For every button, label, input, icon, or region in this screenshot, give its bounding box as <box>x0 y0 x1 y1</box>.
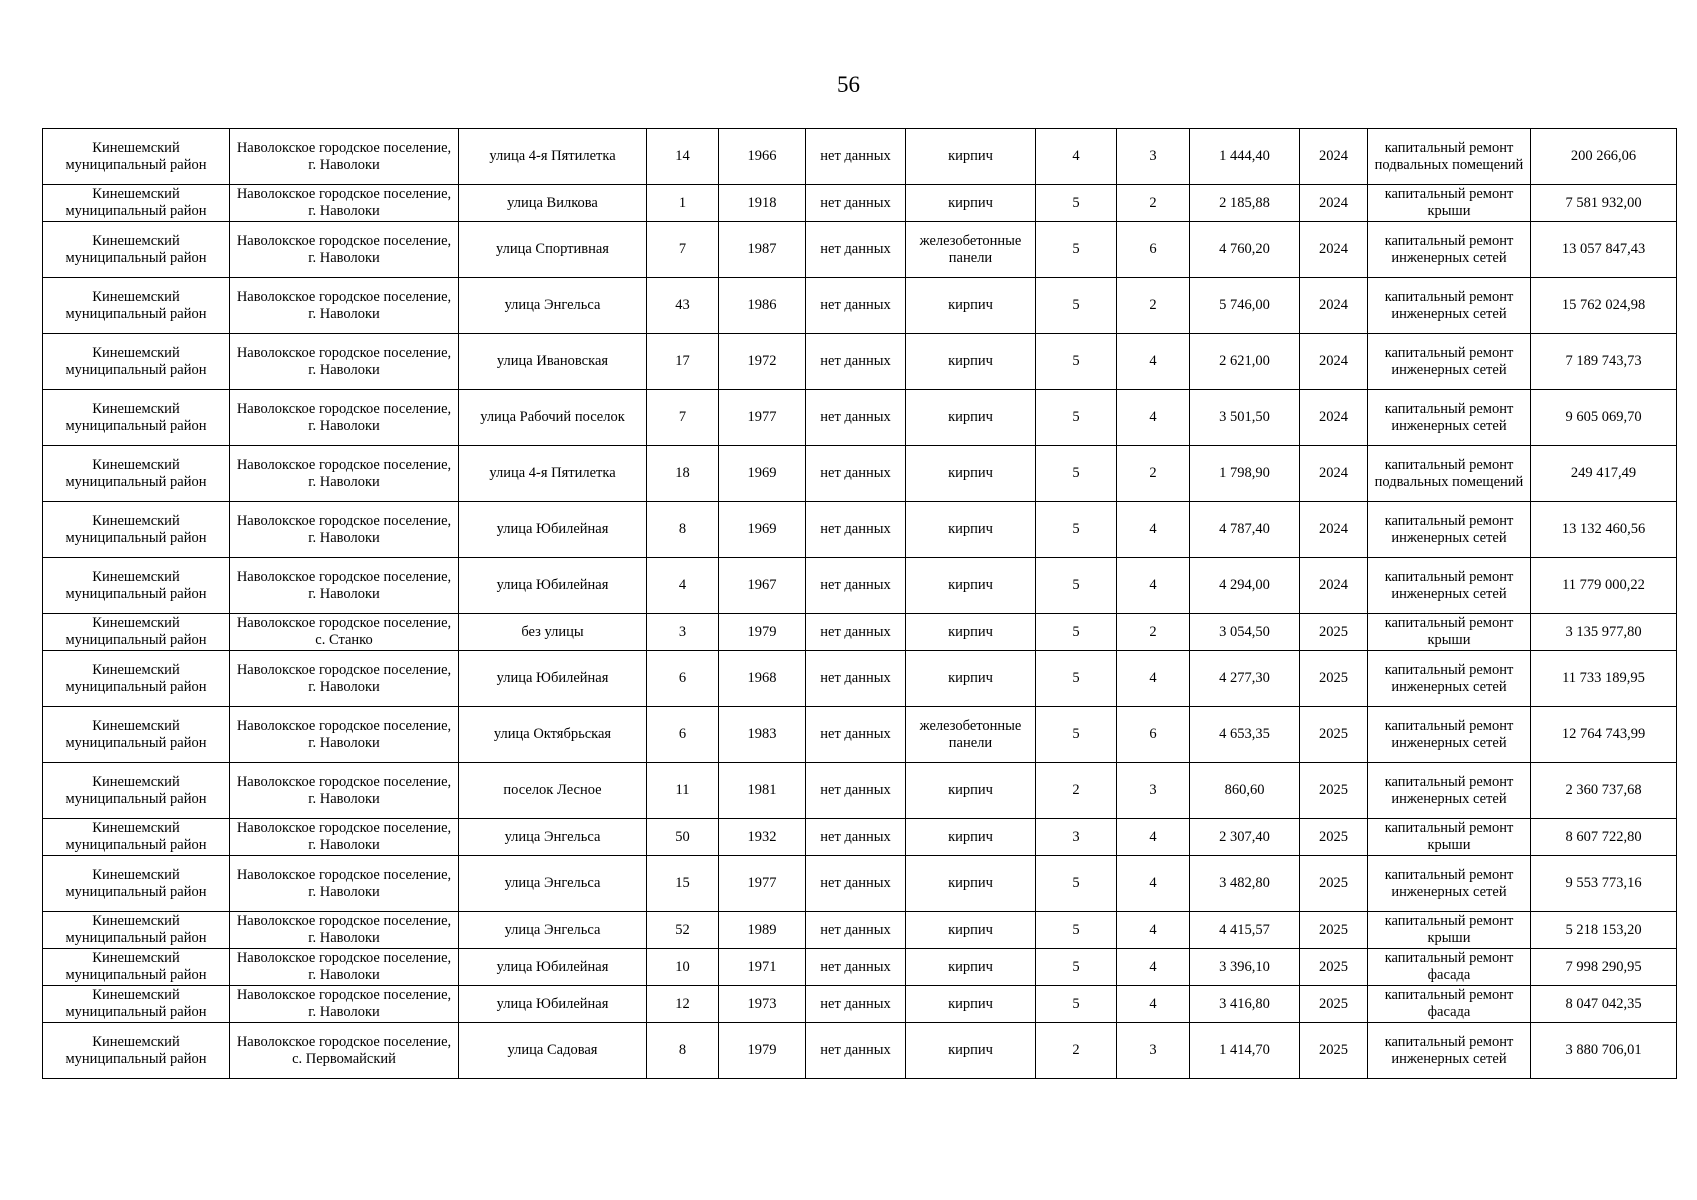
cost-cell: 249 417,49 <box>1531 446 1677 502</box>
entrances-cell: 4 <box>1117 502 1190 558</box>
cost-cell: 7 189 743,73 <box>1531 334 1677 390</box>
district-cell: Кинешемский муниципальный район <box>43 185 230 222</box>
table-row <box>43 502 1677 558</box>
street-cell: улица Юбилейная <box>459 558 647 614</box>
year-overhaul-cell: нет данных <box>806 390 906 446</box>
area-cell: 1 444,40 <box>1190 129 1300 185</box>
plan-year-cell: 2024 <box>1300 558 1368 614</box>
street-cell: улица Садовая <box>459 1023 647 1079</box>
house-number-cell: 6 <box>647 707 719 763</box>
year-overhaul-cell: нет данных <box>806 651 906 707</box>
area-cell: 1 414,70 <box>1190 1023 1300 1079</box>
house-number-cell: 4 <box>647 558 719 614</box>
district-cell: Кинешемский муниципальный район <box>43 1023 230 1079</box>
district-cell: Кинешемский муниципальный район <box>43 949 230 986</box>
plan-year-cell: 2025 <box>1300 819 1368 856</box>
area-cell: 4 277,30 <box>1190 651 1300 707</box>
wall-material-cell: кирпич <box>906 278 1036 334</box>
year-built-cell: 1968 <box>719 651 806 707</box>
entrances-cell: 2 <box>1117 614 1190 651</box>
street-cell: улица 4-я Пятилетка <box>459 446 647 502</box>
work-type-cell: капитальный ремонт инженерных сетей <box>1368 502 1531 558</box>
floors-cell: 5 <box>1036 558 1117 614</box>
year-built-cell: 1981 <box>719 763 806 819</box>
plan-year-cell: 2024 <box>1300 185 1368 222</box>
settlement-cell: Наволокское городское поселение, г. Наволоки <box>230 949 459 986</box>
year-overhaul-cell: нет данных <box>806 129 906 185</box>
house-number-cell: 6 <box>647 651 719 707</box>
year-overhaul-cell: нет данных <box>806 446 906 502</box>
street-cell: без улицы <box>459 614 647 651</box>
year-built-cell: 1918 <box>719 185 806 222</box>
table-row <box>43 986 1677 1023</box>
cost-cell: 7 581 932,00 <box>1531 185 1677 222</box>
year-overhaul-cell: нет данных <box>806 986 906 1023</box>
wall-material-cell: кирпич <box>906 334 1036 390</box>
floors-cell: 5 <box>1036 185 1117 222</box>
table-row <box>43 129 1677 185</box>
district-cell: Кинешемский муниципальный район <box>43 651 230 707</box>
house-number-cell: 12 <box>647 986 719 1023</box>
cost-cell: 13 132 460,56 <box>1531 502 1677 558</box>
plan-year-cell: 2024 <box>1300 334 1368 390</box>
year-overhaul-cell: нет данных <box>806 1023 906 1079</box>
plan-year-cell: 2025 <box>1300 651 1368 707</box>
entrances-cell: 6 <box>1117 707 1190 763</box>
cost-cell: 13 057 847,43 <box>1531 222 1677 278</box>
work-type-cell: капитальный ремонт фасада <box>1368 949 1531 986</box>
table-row <box>43 558 1677 614</box>
plan-year-cell: 2024 <box>1300 129 1368 185</box>
floors-cell: 5 <box>1036 651 1117 707</box>
wall-material-cell: кирпич <box>906 986 1036 1023</box>
year-overhaul-cell: нет данных <box>806 856 906 912</box>
cost-cell: 200 266,06 <box>1531 129 1677 185</box>
house-number-cell: 3 <box>647 614 719 651</box>
plan-year-cell: 2025 <box>1300 986 1368 1023</box>
wall-material-cell: кирпич <box>906 502 1036 558</box>
work-type-cell: капитальный ремонт инженерных сетей <box>1368 390 1531 446</box>
year-built-cell: 1983 <box>719 707 806 763</box>
settlement-cell: Наволокское городское поселение, г. Наволоки <box>230 856 459 912</box>
year-built-cell: 1989 <box>719 912 806 949</box>
street-cell: улица Ивановская <box>459 334 647 390</box>
entrances-cell: 4 <box>1117 819 1190 856</box>
street-cell: улица Спортивная <box>459 222 647 278</box>
street-cell: улица Октябрьская <box>459 707 647 763</box>
settlement-cell: Наволокское городское поселение, г. Наволоки <box>230 390 459 446</box>
year-built-cell: 1979 <box>719 614 806 651</box>
settlement-cell: Наволокское городское поселение, г. Наволоки <box>230 763 459 819</box>
area-cell: 1 798,90 <box>1190 446 1300 502</box>
area-cell: 4 415,57 <box>1190 912 1300 949</box>
house-number-cell: 11 <box>647 763 719 819</box>
year-overhaul-cell: нет данных <box>806 185 906 222</box>
house-number-cell: 14 <box>647 129 719 185</box>
work-type-cell: капитальный ремонт инженерных сетей <box>1368 278 1531 334</box>
entrances-cell: 4 <box>1117 558 1190 614</box>
cost-cell: 3 880 706,01 <box>1531 1023 1677 1079</box>
table-row <box>43 763 1677 819</box>
year-overhaul-cell: нет данных <box>806 949 906 986</box>
plan-year-cell: 2025 <box>1300 912 1368 949</box>
cost-cell: 5 218 153,20 <box>1531 912 1677 949</box>
plan-year-cell: 2024 <box>1300 446 1368 502</box>
floors-cell: 3 <box>1036 819 1117 856</box>
table-row <box>43 819 1677 856</box>
house-number-cell: 8 <box>647 1023 719 1079</box>
district-cell: Кинешемский муниципальный район <box>43 856 230 912</box>
area-cell: 4 787,40 <box>1190 502 1300 558</box>
wall-material-cell: кирпич <box>906 856 1036 912</box>
street-cell: улица 4-я Пятилетка <box>459 129 647 185</box>
house-number-cell: 18 <box>647 446 719 502</box>
house-number-cell: 8 <box>647 502 719 558</box>
year-built-cell: 1977 <box>719 390 806 446</box>
floors-cell: 5 <box>1036 856 1117 912</box>
work-type-cell: капитальный ремонт подвальных помещений <box>1368 129 1531 185</box>
table-row <box>43 614 1677 651</box>
wall-material-cell: кирпич <box>906 949 1036 986</box>
settlement-cell: Наволокское городское поселение, г. Наволоки <box>230 278 459 334</box>
area-cell: 3 416,80 <box>1190 986 1300 1023</box>
year-built-cell: 1969 <box>719 502 806 558</box>
floors-cell: 5 <box>1036 502 1117 558</box>
floors-cell: 2 <box>1036 763 1117 819</box>
street-cell: улица Энгельса <box>459 819 647 856</box>
wall-material-cell: кирпич <box>906 558 1036 614</box>
area-cell: 5 746,00 <box>1190 278 1300 334</box>
area-cell: 3 482,80 <box>1190 856 1300 912</box>
floors-cell: 5 <box>1036 390 1117 446</box>
settlement-cell: Наволокское городское поселение, г. Наволоки <box>230 185 459 222</box>
floors-cell: 5 <box>1036 222 1117 278</box>
floors-cell: 5 <box>1036 986 1117 1023</box>
plan-year-cell: 2025 <box>1300 1023 1368 1079</box>
cost-cell: 9 553 773,16 <box>1531 856 1677 912</box>
house-number-cell: 17 <box>647 334 719 390</box>
settlement-cell: Наволокское городское поселение, г. Наволоки <box>230 129 459 185</box>
year-overhaul-cell: нет данных <box>806 763 906 819</box>
street-cell: улица Энгельса <box>459 856 647 912</box>
cost-cell: 12 764 743,99 <box>1531 707 1677 763</box>
district-cell: Кинешемский муниципальный район <box>43 222 230 278</box>
work-type-cell: капитальный ремонт крыши <box>1368 614 1531 651</box>
plan-year-cell: 2025 <box>1300 856 1368 912</box>
entrances-cell: 3 <box>1117 763 1190 819</box>
year-overhaul-cell: нет данных <box>806 278 906 334</box>
plan-year-cell: 2025 <box>1300 763 1368 819</box>
year-built-cell: 1979 <box>719 1023 806 1079</box>
work-type-cell: капитальный ремонт инженерных сетей <box>1368 558 1531 614</box>
work-type-cell: капитальный ремонт инженерных сетей <box>1368 1023 1531 1079</box>
work-type-cell: капитальный ремонт крыши <box>1368 912 1531 949</box>
house-number-cell: 50 <box>647 819 719 856</box>
house-number-cell: 1 <box>647 185 719 222</box>
district-cell: Кинешемский муниципальный район <box>43 558 230 614</box>
district-cell: Кинешемский муниципальный район <box>43 986 230 1023</box>
street-cell: поселок Лесное <box>459 763 647 819</box>
plan-year-cell: 2024 <box>1300 278 1368 334</box>
area-cell: 2 307,40 <box>1190 819 1300 856</box>
floors-cell: 5 <box>1036 334 1117 390</box>
year-overhaul-cell: нет данных <box>806 707 906 763</box>
area-cell: 2 621,00 <box>1190 334 1300 390</box>
house-number-cell: 10 <box>647 949 719 986</box>
work-type-cell: капитальный ремонт крыши <box>1368 819 1531 856</box>
work-type-cell: капитальный ремонт фасада <box>1368 986 1531 1023</box>
table-row <box>43 651 1677 707</box>
cost-cell: 9 605 069,70 <box>1531 390 1677 446</box>
area-cell: 4 760,20 <box>1190 222 1300 278</box>
entrances-cell: 2 <box>1117 278 1190 334</box>
district-cell: Кинешемский муниципальный район <box>43 278 230 334</box>
wall-material-cell: кирпич <box>906 390 1036 446</box>
floors-cell: 4 <box>1036 129 1117 185</box>
district-cell: Кинешемский муниципальный район <box>43 707 230 763</box>
year-overhaul-cell: нет данных <box>806 558 906 614</box>
settlement-cell: Наволокское городское поселение, г. Наволоки <box>230 651 459 707</box>
cost-cell: 8 047 042,35 <box>1531 986 1677 1023</box>
district-cell: Кинешемский муниципальный район <box>43 763 230 819</box>
entrances-cell: 4 <box>1117 334 1190 390</box>
year-built-cell: 1972 <box>719 334 806 390</box>
settlement-cell: Наволокское городское поселение, г. Наволоки <box>230 334 459 390</box>
year-overhaul-cell: нет данных <box>806 614 906 651</box>
district-cell: Кинешемский муниципальный район <box>43 334 230 390</box>
page-number: 56 <box>837 72 860 97</box>
work-type-cell: капитальный ремонт инженерных сетей <box>1368 856 1531 912</box>
wall-material-cell: кирпич <box>906 763 1036 819</box>
year-built-cell: 1971 <box>719 949 806 986</box>
entrances-cell: 3 <box>1117 1023 1190 1079</box>
table-row <box>43 1023 1677 1079</box>
entrances-cell: 3 <box>1117 129 1190 185</box>
entrances-cell: 4 <box>1117 390 1190 446</box>
cost-cell: 3 135 977,80 <box>1531 614 1677 651</box>
street-cell: улица Юбилейная <box>459 986 647 1023</box>
district-cell: Кинешемский муниципальный район <box>43 446 230 502</box>
table-row <box>43 334 1677 390</box>
settlement-cell: Наволокское городское поселение, г. Наволоки <box>230 707 459 763</box>
street-cell: улица Рабочий поселок <box>459 390 647 446</box>
floors-cell: 5 <box>1036 614 1117 651</box>
table-row <box>43 278 1677 334</box>
wall-material-cell: железобетонные панели <box>906 707 1036 763</box>
wall-material-cell: кирпич <box>906 819 1036 856</box>
street-cell: улица Юбилейная <box>459 502 647 558</box>
work-type-cell: капитальный ремонт инженерных сетей <box>1368 334 1531 390</box>
entrances-cell: 2 <box>1117 185 1190 222</box>
entrances-cell: 4 <box>1117 986 1190 1023</box>
table-row <box>43 707 1677 763</box>
area-cell: 3 501,50 <box>1190 390 1300 446</box>
work-type-cell: капитальный ремонт инженерных сетей <box>1368 651 1531 707</box>
table-row <box>43 390 1677 446</box>
work-type-cell: капитальный ремонт крыши <box>1368 185 1531 222</box>
year-built-cell: 1966 <box>719 129 806 185</box>
district-cell: Кинешемский муниципальный район <box>43 502 230 558</box>
settlement-cell: Наволокское городское поселение, с. Первомайский <box>230 1023 459 1079</box>
plan-year-cell: 2025 <box>1300 949 1368 986</box>
area-cell: 4 294,00 <box>1190 558 1300 614</box>
year-built-cell: 1932 <box>719 819 806 856</box>
wall-material-cell: железобетонные панели <box>906 222 1036 278</box>
wall-material-cell: кирпич <box>906 651 1036 707</box>
plan-year-cell: 2024 <box>1300 502 1368 558</box>
district-cell: Кинешемский муниципальный район <box>43 614 230 651</box>
entrances-cell: 4 <box>1117 651 1190 707</box>
year-overhaul-cell: нет данных <box>806 912 906 949</box>
table-row <box>43 912 1677 949</box>
settlement-cell: Наволокское городское поселение, г. Наволоки <box>230 502 459 558</box>
cost-cell: 7 998 290,95 <box>1531 949 1677 986</box>
table-body <box>43 129 1677 1079</box>
cost-cell: 2 360 737,68 <box>1531 763 1677 819</box>
street-cell: улица Вилкова <box>459 185 647 222</box>
area-cell: 2 185,88 <box>1190 185 1300 222</box>
settlement-cell: Наволокское городское поселение, г. Наволоки <box>230 912 459 949</box>
year-built-cell: 1973 <box>719 986 806 1023</box>
wall-material-cell: кирпич <box>906 129 1036 185</box>
plan-year-cell: 2024 <box>1300 222 1368 278</box>
work-type-cell: капитальный ремонт подвальных помещений <box>1368 446 1531 502</box>
table-row <box>43 185 1677 222</box>
district-cell: Кинешемский муниципальный район <box>43 819 230 856</box>
wall-material-cell: кирпич <box>906 185 1036 222</box>
district-cell: Кинешемский муниципальный район <box>43 912 230 949</box>
cost-cell: 11 733 189,95 <box>1531 651 1677 707</box>
table-row <box>43 949 1677 986</box>
floors-cell: 2 <box>1036 1023 1117 1079</box>
floors-cell: 5 <box>1036 949 1117 986</box>
work-type-cell: капитальный ремонт инженерных сетей <box>1368 222 1531 278</box>
house-number-cell: 43 <box>647 278 719 334</box>
plan-year-cell: 2025 <box>1300 614 1368 651</box>
table-row <box>43 856 1677 912</box>
street-cell: улица Энгельса <box>459 912 647 949</box>
street-cell: улица Энгельса <box>459 278 647 334</box>
settlement-cell: Наволокское городское поселение, г. Наволоки <box>230 222 459 278</box>
area-cell: 860,60 <box>1190 763 1300 819</box>
cost-cell: 15 762 024,98 <box>1531 278 1677 334</box>
settlement-cell: Наволокское городское поселение, г. Наволоки <box>230 558 459 614</box>
house-number-cell: 7 <box>647 222 719 278</box>
area-cell: 4 653,35 <box>1190 707 1300 763</box>
area-cell: 3 396,10 <box>1190 949 1300 986</box>
floors-cell: 5 <box>1036 707 1117 763</box>
settlement-cell: Наволокское городское поселение, г. Наволоки <box>230 986 459 1023</box>
entrances-cell: 6 <box>1117 222 1190 278</box>
entrances-cell: 4 <box>1117 856 1190 912</box>
year-overhaul-cell: нет данных <box>806 502 906 558</box>
settlement-cell: Наволокское городское поселение, г. Наволоки <box>230 819 459 856</box>
cost-cell: 8 607 722,80 <box>1531 819 1677 856</box>
plan-year-cell: 2025 <box>1300 707 1368 763</box>
entrances-cell: 2 <box>1117 446 1190 502</box>
wall-material-cell: кирпич <box>906 1023 1036 1079</box>
cost-cell: 11 779 000,22 <box>1531 558 1677 614</box>
house-number-cell: 15 <box>647 856 719 912</box>
entrances-cell: 4 <box>1117 912 1190 949</box>
street-cell: улица Юбилейная <box>459 651 647 707</box>
floors-cell: 5 <box>1036 446 1117 502</box>
settlement-cell: Наволокское городское поселение, с. Станко <box>230 614 459 651</box>
district-cell: Кинешемский муниципальный район <box>43 390 230 446</box>
work-type-cell: капитальный ремонт инженерных сетей <box>1368 763 1531 819</box>
housing-overhaul-table <box>42 128 1677 1079</box>
year-overhaul-cell: нет данных <box>806 334 906 390</box>
year-overhaul-cell: нет данных <box>806 819 906 856</box>
settlement-cell: Наволокское городское поселение, г. Наволоки <box>230 446 459 502</box>
wall-material-cell: кирпич <box>906 446 1036 502</box>
wall-material-cell: кирпич <box>906 912 1036 949</box>
district-cell: Кинешемский муниципальный район <box>43 129 230 185</box>
floors-cell: 5 <box>1036 278 1117 334</box>
area-cell: 3 054,50 <box>1190 614 1300 651</box>
table-row <box>43 222 1677 278</box>
year-built-cell: 1969 <box>719 446 806 502</box>
entrances-cell: 4 <box>1117 949 1190 986</box>
year-built-cell: 1986 <box>719 278 806 334</box>
street-cell: улица Юбилейная <box>459 949 647 986</box>
floors-cell: 5 <box>1036 912 1117 949</box>
house-number-cell: 7 <box>647 390 719 446</box>
work-type-cell: капитальный ремонт инженерных сетей <box>1368 707 1531 763</box>
year-built-cell: 1987 <box>719 222 806 278</box>
year-built-cell: 1967 <box>719 558 806 614</box>
plan-year-cell: 2024 <box>1300 390 1368 446</box>
wall-material-cell: кирпич <box>906 614 1036 651</box>
year-overhaul-cell: нет данных <box>806 222 906 278</box>
house-number-cell: 52 <box>647 912 719 949</box>
year-built-cell: 1977 <box>719 856 806 912</box>
table-row <box>43 446 1677 502</box>
